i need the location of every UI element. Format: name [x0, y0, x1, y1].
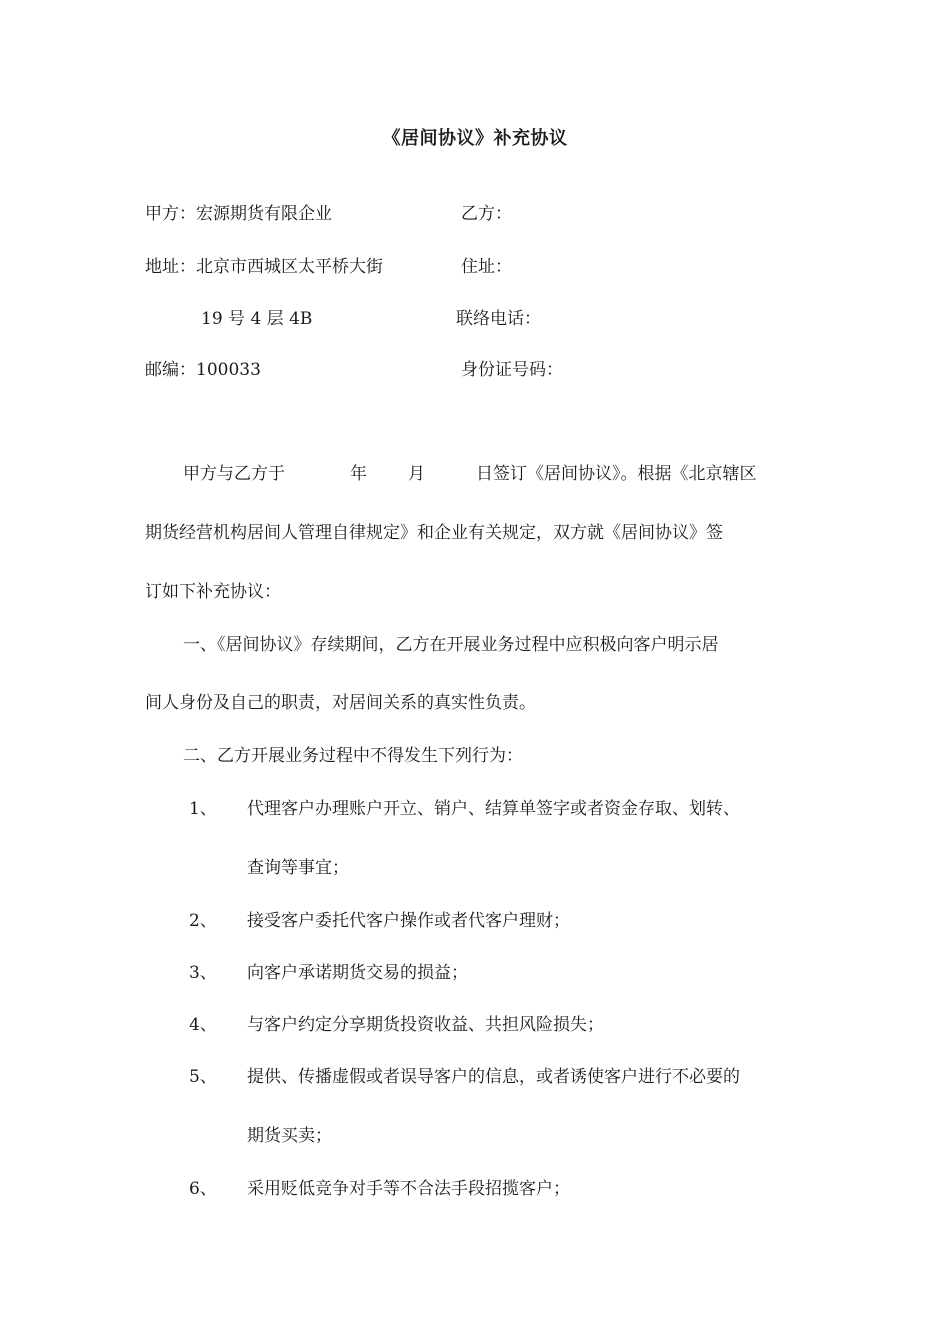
party-a-name: 甲方：宏源期货有限企业 [145, 204, 332, 224]
list-item-number: 4、 [189, 1015, 217, 1035]
list-item-number: 2、 [189, 911, 217, 931]
list-item-number: 5、 [189, 1067, 217, 1087]
party-a-address-line2: 19 号 4 层 4B [201, 309, 313, 329]
intro-part1: 甲方与乙方于 [183, 464, 285, 484]
clause1-line1: 一、《居间协议》存续期间，乙方在开展业务过程中应积极向客户明示居 [183, 635, 719, 655]
list-item-text-continued: 查询等事宜； [247, 858, 349, 878]
clause2-heading: 二、乙方开展业务过程中不得发生下列行为： [183, 746, 523, 766]
intro-year: 年 [350, 464, 367, 484]
intro-month: 月 [408, 464, 425, 484]
party-a-address-line1: 地址：北京市西城区太平桥大街 [145, 257, 383, 277]
list-item-text: 代理客户办理账户开立、销户、结算单签字或者资金存取、划转、 [247, 799, 740, 819]
clause1-line2: 间人身份及自己的职责，对居间关系的真实性负责。 [145, 693, 536, 713]
list-item-text: 接受客户委托代客户操作或者代客户理财； [247, 911, 570, 931]
list-item-number: 1、 [189, 799, 217, 819]
party-b-phone-label: 联络电话： [456, 309, 541, 329]
list-item-number: 6、 [189, 1179, 217, 1199]
intro-part2: 日签订《居间协议》。根据《北京辖区 [476, 464, 757, 484]
list-item-number: 3、 [189, 963, 217, 983]
party-b-residence-label: 住址： [461, 257, 512, 277]
list-item-text: 提供、传播虚假或者误导客户的信息，或者诱使客户进行不必要的 [247, 1067, 740, 1087]
intro-line3: 订如下补充协议： [145, 582, 281, 602]
party-a-postcode: 邮编：100033 [145, 360, 261, 380]
list-item-text: 向客户承诺期货交易的损益； [247, 963, 468, 983]
document-title: 《居间协议》补充协议 [382, 128, 568, 149]
list-item-text: 与客户约定分享期货投资收益、共担风险损失； [247, 1015, 604, 1035]
list-item-text-continued: 期货买卖； [247, 1126, 332, 1146]
party-b-id-label: 身份证号码： [461, 360, 563, 380]
list-item-text: 采用贬低竞争对手等不合法手段招揽客户； [247, 1179, 570, 1199]
party-b-label: 乙方： [461, 204, 512, 224]
intro-line2: 期货经营机构居间人管理自律规定》和企业有关规定，双方就《居间协议》签 [145, 523, 723, 543]
